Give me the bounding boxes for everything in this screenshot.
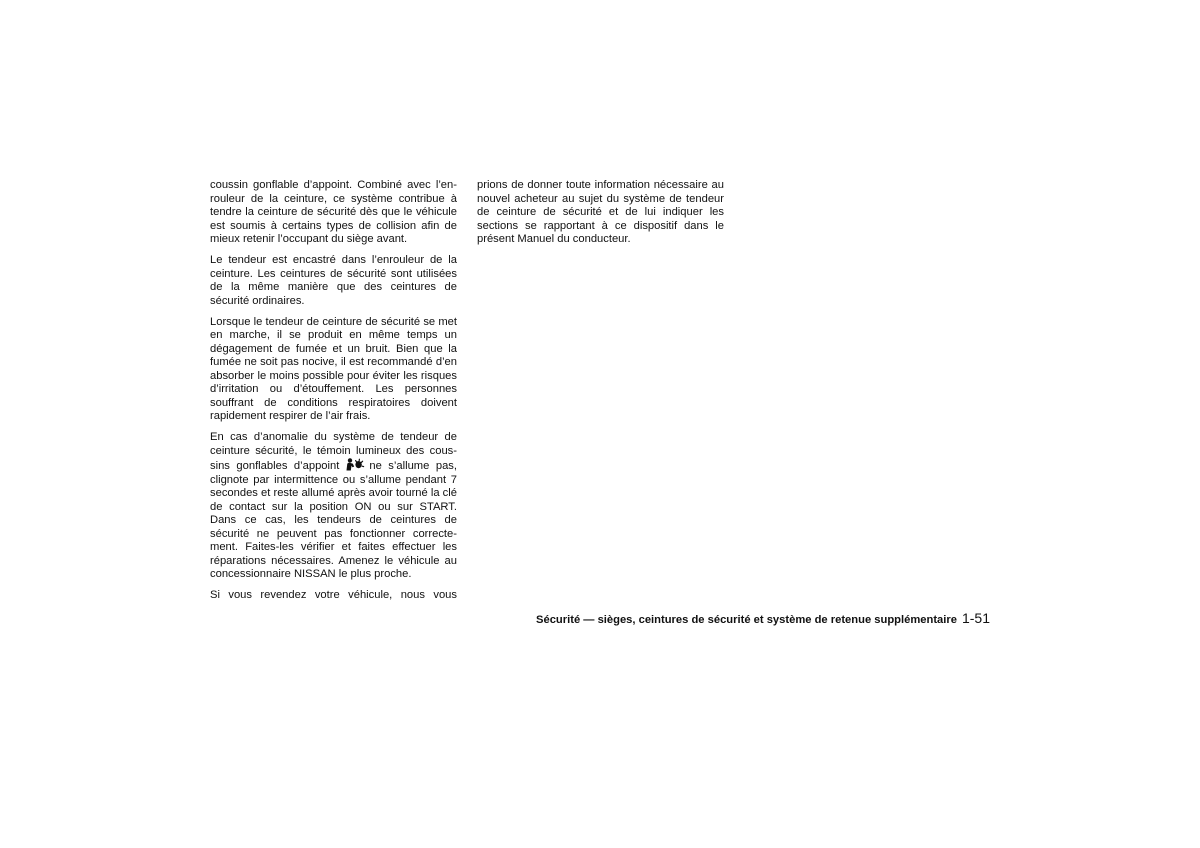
malfunction-text-before: En cas d’anomalie du système de tendeur de ceinture sécurité, le témoin lumineux des coussins gonflables d’appoint: [210, 431, 457, 472]
paragraph-smoke-warning: Lorsque le tendeur de ceinture de sécurité se met en marche, il se produit en même temps un dégagement de fumée et un bruit. Bien que la fumée ne soit pas nocive, il est recommandé d’en absorber le moins possible pour éviter les risques d’irritation ou d’étouffement. Les personnes souffrant de conditions respiratoires doivent rapidement respirer de l’air frais.: [210, 315, 457, 422]
paragraph-malfunction: [210, 431, 457, 582]
page-footer: [430, 610, 990, 628]
airbag-warning-icon: [345, 458, 365, 471]
paragraph-pretensioner-location: Le tendeur est encastré dans l’enrouleur de la ceinture. Les ceintures de sécurité sont utilisées de la même manière que des ceintures de sécurité ordinaires.: [210, 254, 457, 307]
section-title: Sécurité — sièges, ceintures de sécurité et système de retenue supplémentaire: [536, 614, 957, 626]
left-column: [210, 179, 457, 610]
malfunction-text-after: ne s’allume pas, clignote par intermittence ou s’allume pendant 7 secondes et reste allumé après avoir tourné la clé de contact sur la position ON ou sur START. Dans ce cas, les tendeurs de ceintures de sécurité ne peuvent pas fonctionner correctement. Faites-les vérifier et faites effectuer les réparations nécessaires. Amenez le véhicule au concessionnaire NISSAN le plus proche.: [210, 460, 457, 580]
right-column: [477, 179, 724, 254]
paragraph-airbag-pretensioner: coussin gonflable d’appoint. Combiné avec l’enrouleur de la ceinture, ce système contribue à tendre la ceinture de sécurité dès que le véhicule est soumis à certains types de collision afin de mieux retenir l’occupant du siège avant.: [210, 179, 457, 245]
paragraph-resale-continued: prions de donner toute information nécessaire au nouvel acheteur au sujet du système de tendeur de ceinture de sécurité et de lui indiquer les sections se rapportant à ce dispositif dans le présent Manuel du conducteur.: [477, 179, 724, 245]
paragraph-resale: Si vous revendez votre véhicule, nous vous: [210, 589, 457, 601]
page-number: 1-51: [961, 610, 990, 626]
